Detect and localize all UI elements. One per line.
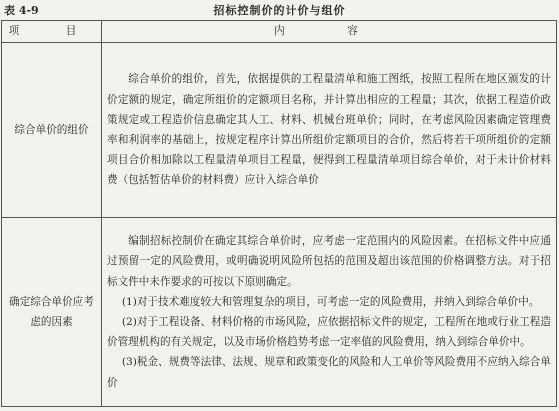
header-item: 项 目	[2, 21, 102, 43]
content-list-item: (3)税金、规费等法律、法规、规章和政策变化的风险和人工单价等风险费用不应纳入综合单价	[107, 356, 551, 389]
row-label-unit-price-composition: 综合单价的组价	[2, 43, 102, 218]
row-content-risk-factors	[102, 218, 557, 407]
row-label-risk-factors: 确定综合单价应考虑的因素	[2, 218, 102, 407]
row-content-unit-price-composition	[102, 43, 557, 218]
table-row	[2, 218, 557, 407]
table-header-row	[2, 21, 557, 43]
table-number: 表 4-9	[4, 4, 39, 17]
content-list-item: (2)对于工程设备、材料价格的市场风险，应依据招标文件的规定，工程所在地或行业工程造价管理机构的有关规定，以及市场价格趋势考虑一定率值的风险费用，纳入到综合单价中。	[107, 316, 551, 349]
pricing-table	[1, 20, 557, 407]
table-caption	[0, 3, 559, 19]
header-content: 内 容	[102, 21, 557, 43]
content-paragraph: 编制招标控制价在确定其综合单价时，应考虑一定范围内的风险因素。在招标文件中应通过预留一定的风险费用，或明确说明风险所包括的范围及超出该范围的价格调整方法。对于招标文件中未作要求的可按以下原则确定。	[107, 235, 551, 288]
table-title: 招标控制价的计价与组价	[213, 4, 346, 17]
table-row	[2, 43, 557, 218]
content-paragraph: 综合单价的组价，首先，依据提供的工程量清单和施工图纸，按照工程所在地区颁发的计价定额的规定，确定所组价的定额项目名称，并计算出相应的工程量；其次，依据工程造价政策规定或工程造价信息确定其人工、材料、机械台班单价；同时，在考虑风险因素确定管理费率和利润率的基础上，按规定程序计算出所组价定额项目的合价，然后将若干项所组价的定额项目合价相加除以工程量清单项目工程量，便得到工程量清单项目综合单价，对于未计价材料费（包括暂估单价的材料费）应计入综合单价	[107, 73, 551, 187]
content-list-item: (1)对于技术难度较大和管理复杂的项目，可考虑一定的风险费用，并纳入到综合单价中。	[121, 295, 540, 308]
